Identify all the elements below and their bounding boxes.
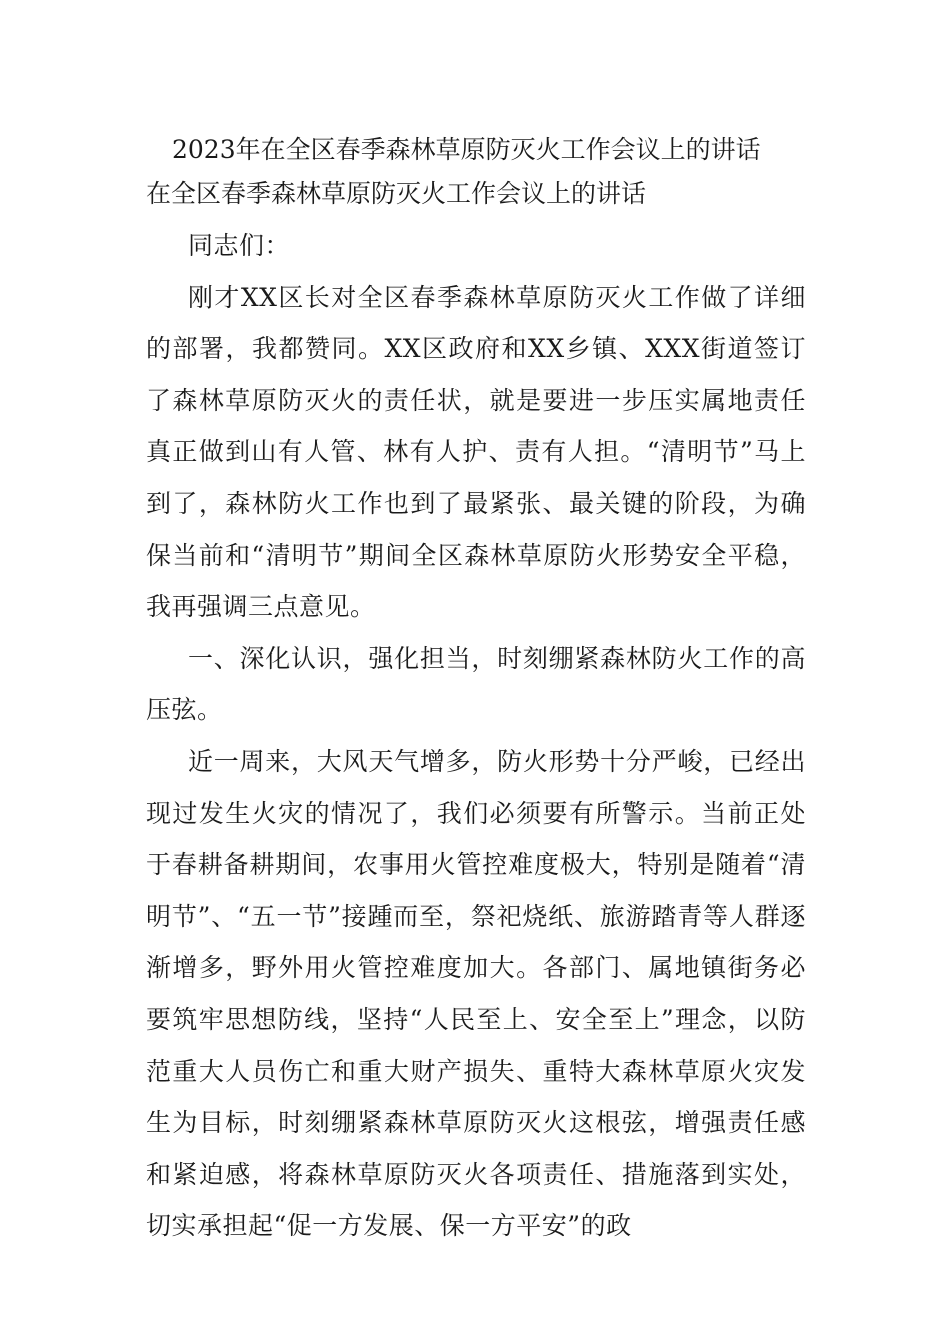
document-body	[146, 128, 806, 1252]
body-paragraph: 近一周来，大风天气增多，防火形势十分严峻，已经出现过发生火灾的情况了，我们必须要有所警示。当前正处于春耕备耕期间，农事用火管控难度极大，特别是随着“清明节”、“五一节”接踵而至，祭祀烧纸、旅游踏青等人群逐渐增多，野外用火管控难度加大。各部门、属地镇街务必要筑牢思想防线，坚持“人民至上、安全至上”理念，以防范重大人员伤亡和重大财产损失、重特大森林草原火灾发生为目标，时刻绷紧森林草原防灭火这根弦，增强责任感和紧迫感，将森林草原防灭火各项责任、措施落到实处，切实承担起“促一方发展、保一方平安”的政	[146, 746, 806, 1241]
intro-paragraph: 刚才XX区长对全区春季森林草原防灭火工作做了详细的部署，我都赞同。XX区政府和XX乡镇、XXX街道签订了森林草原防灭火的责任状，就是要进一步压实属地责任真正做到山有人管、林有人护、责有人担。“清明节”马上到了，森林防火工作也到了最紧张、最关键的阶段，为确保当前和“清明节”期间全区森林草原防火形势安全平稳，我再强调三点意见。	[146, 282, 806, 622]
document-subtitle: 在全区春季森林草原防灭火工作会议上的讲话	[146, 179, 647, 208]
salutation-paragraph: 同志们：	[188, 231, 291, 260]
document-title: 2023年在全区春季森林草原防灭火工作会议上的讲话	[172, 135, 761, 164]
section-heading-1: 一、深化认识，强化担当，时刻绷紧森林防火工作的高压弦。	[146, 643, 806, 725]
